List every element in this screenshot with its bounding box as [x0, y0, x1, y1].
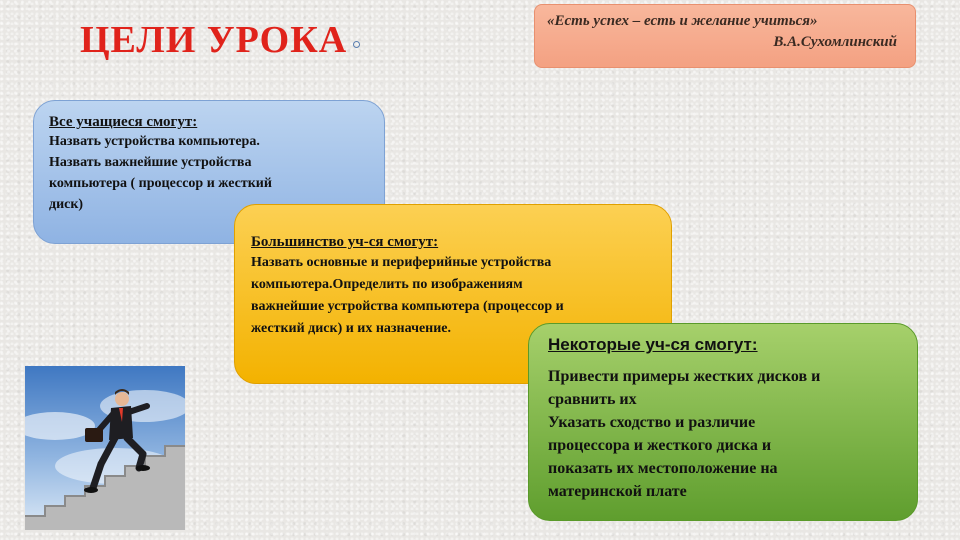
- some-students-line: Указать сходство и различие: [548, 414, 756, 431]
- most-students-line: Назвать основные и периферийные устройства: [251, 255, 552, 270]
- most-students-heading: Большинство уч-ся смогут:: [251, 234, 439, 250]
- all-students-line: компьютера ( процессор и жесткий: [49, 176, 272, 191]
- some-students-heading: Некоторые уч-ся смогут:: [548, 335, 758, 354]
- quote-text: «Есть успех – есть и желание учиться»: [547, 13, 818, 29]
- some-students-line: материнской плате: [548, 483, 687, 500]
- some-students-line: сравнить их: [548, 391, 637, 408]
- quote-author: В.А.Сухомлинский: [773, 34, 897, 50]
- most-students-line: важнейшие устройства компьютера (процессор и: [251, 299, 564, 314]
- most-students-line: компьютера.Определить по изображениям: [251, 277, 523, 292]
- businessman-climbing-icon: [25, 366, 185, 530]
- decorative-dot: [353, 41, 360, 48]
- some-students-text: [548, 365, 903, 503]
- slide-title: ЦЕЛИ УРОКА: [80, 19, 348, 61]
- some-students-box: [528, 323, 918, 521]
- all-students-line: Назвать важнейшие устройства: [49, 155, 252, 170]
- some-students-line: Привести примеры жестких дисков и: [548, 368, 821, 385]
- some-students-line: показать их местоположение на: [548, 460, 778, 477]
- all-students-line: диск): [49, 197, 84, 212]
- all-students-line: Назвать устройства компьютера.: [49, 134, 260, 149]
- all-students-text: [49, 131, 370, 215]
- most-students-line: жесткий диск) и их назначение.: [251, 321, 452, 336]
- all-students-heading: Все учащиеся смогут:: [49, 114, 198, 130]
- quote-box: [534, 4, 916, 68]
- some-students-line: процессора и жесткого диска и: [548, 437, 772, 454]
- businessman-stairs-image: [25, 366, 185, 530]
